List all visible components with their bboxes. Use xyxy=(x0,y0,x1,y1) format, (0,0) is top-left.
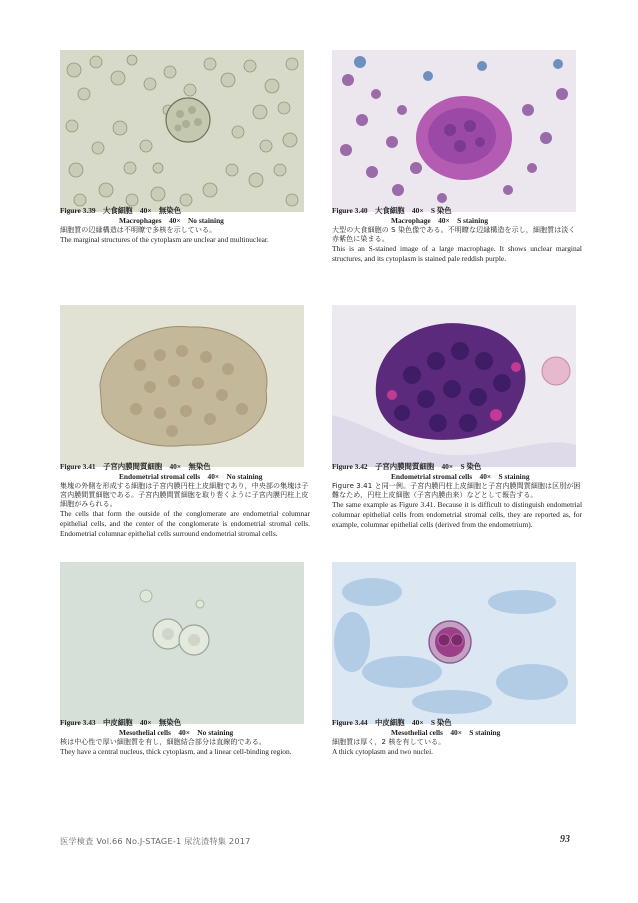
micrograph-mesothelial-s-stained xyxy=(332,562,576,724)
figure-3-40-image xyxy=(332,50,576,212)
figure-title-jp: Figure 3.43 中皮細胞 40× 無染色 xyxy=(60,718,182,727)
figure-title-en: Endometrial stromal cells 40× S staining xyxy=(391,471,530,481)
caption-jp: 集塊の外側を形成する細胞は子宮内膜円柱上皮細胞であり，中央部の集塊は子宮内膜間質細胞である。子宮内膜間質細胞を取り巻くように子宮内膜円柱上皮細胞がみられる。 xyxy=(60,481,309,508)
figure-3-42-caption xyxy=(332,462,582,529)
caption-en: They have a central nucleus, thick cytoplasm, and a linear cell-binding region. xyxy=(60,746,292,756)
figure-title-jp: Figure 3.39 大食細胞 40× 無染色 xyxy=(60,206,182,215)
caption-en: The marginal structures of the cytoplasm are unclear and multinuclear. xyxy=(60,234,269,244)
micrograph-macrophage-s-stained xyxy=(332,50,576,212)
figure-title-jp: Figure 3.42 子宮内膜間質細胞 40× S 染色 xyxy=(332,462,482,471)
figure-title-jp: Figure 3.41 子宮内膜間質細胞 40× 無染色 xyxy=(60,462,211,471)
figure-title-en: Mesothelial cells 40× S staining xyxy=(391,727,501,737)
figure-3-43-caption xyxy=(60,718,310,757)
figure-3-41-image xyxy=(60,305,304,467)
caption-jp: 大型の大食細胞の S 染色像である。不明瞭な辺縁構造を示し，細胞質は淡く赤紫色に染まる。 xyxy=(332,225,576,243)
caption-jp: 核は中心性で厚い細胞質を有し，細胞結合部分は直線的である。 xyxy=(60,737,266,746)
caption-en: This is an S-stained image of a large macrophage. It shows unclear marginal structures, and its cytoplasm is stained pale reddish purple. xyxy=(332,244,582,263)
figure-title-en: Endometrial stromal cells 40× No staining xyxy=(119,471,263,481)
micrograph-endometrial-stromal-unstained xyxy=(60,305,304,467)
micrograph-macrophages-unstained xyxy=(60,50,304,212)
caption-jp: 細胞質は厚く，2 核を有している。 xyxy=(332,737,446,746)
figure-3-41-caption xyxy=(60,462,310,539)
figure-title-jp: Figure 3.40 大食細胞 40× S 染色 xyxy=(332,206,452,215)
figure-3-39-image xyxy=(60,50,304,212)
figure-3-42-image xyxy=(332,305,576,467)
figure-3-39-caption xyxy=(60,206,310,245)
figure-title-en: Macrophage 40× S staining xyxy=(391,215,489,225)
figure-title-en: Macrophages 40× No staining xyxy=(119,215,224,225)
caption-en: The same example as Figure 3.41. Because it is difficult to distinguish endometrial columnar epithelial cells from endometrial stromal cells, they are reported as, for example, columnar epithelial cells (derived from the endometrium). xyxy=(332,500,582,529)
caption-en: The cells that form the outside of the conglomerate are endometrial columnar epithelial cells, and the center of the conglomerate is endometrial stromal cells. Endometrial columnar epithelial cells surround endometrial stromal cells. xyxy=(60,509,310,538)
figure-title-en: Mesothelial cells 40× No staining xyxy=(119,727,234,737)
caption-en: A thick cytoplasm and two nuclei. xyxy=(332,746,433,756)
figure-3-43-image xyxy=(60,562,304,724)
micrograph-mesothelial-unstained xyxy=(60,562,304,724)
figure-3-40-caption xyxy=(332,206,582,264)
page-number: 93 xyxy=(560,834,570,845)
figure-title-jp: Figure 3.44 中皮細胞 40× S 染色 xyxy=(332,718,452,727)
figure-3-44-image xyxy=(332,562,576,724)
micrograph-endometrial-stromal-s-stained xyxy=(332,305,576,467)
caption-jp: 細胞質の辺縁構造は不明瞭で多核を示している。 xyxy=(60,225,217,234)
figure-3-44-caption xyxy=(332,718,582,757)
journal-footer: 医学検査 Vol.66 No.J-STAGE-1 尿沈渣特集 2017 xyxy=(60,836,251,846)
caption-jp: Figure 3.41 と同一例。子宮内膜円柱上皮細胞と子宮内膜間質細胞は区別が困難なため，円柱上皮細胞（子宮内膜由来）などとして報告する。 xyxy=(332,481,581,499)
